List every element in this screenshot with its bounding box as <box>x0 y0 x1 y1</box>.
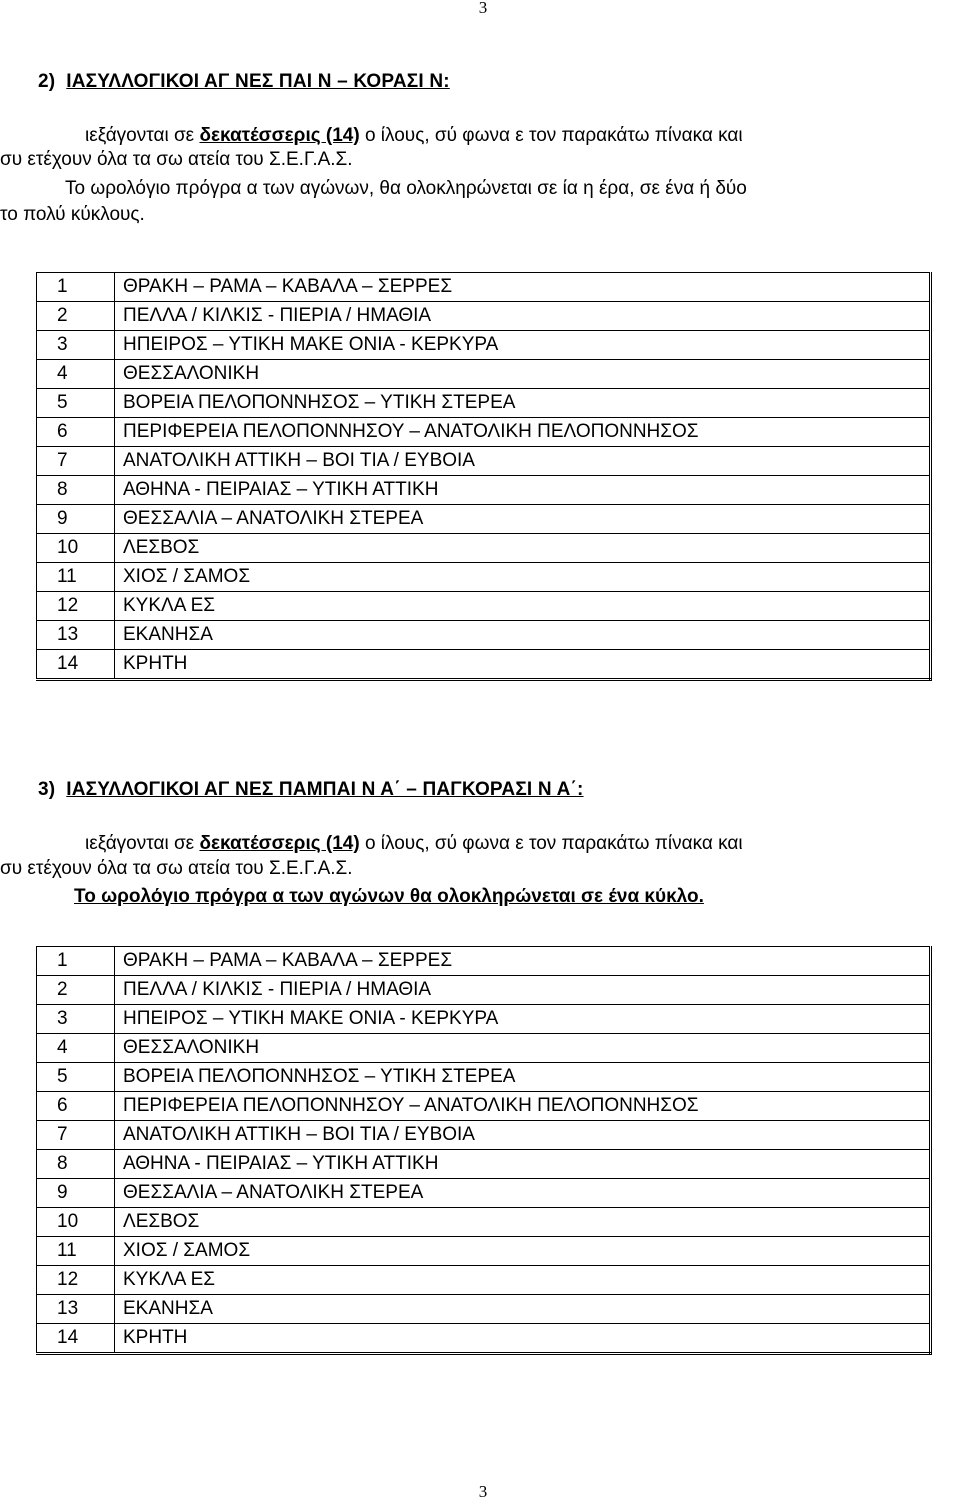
region-number: 5 <box>37 389 115 418</box>
region-name: ΧΙΟΣ / ΣΑΜΟΣ <box>115 1237 931 1266</box>
section-2-paragraph-1-line-2: συ ετέχουν όλα τα σω ατεία του Σ.Ε.Γ.Α.Σ. <box>0 149 353 170</box>
region-number: 5 <box>37 1063 115 1092</box>
region-name: ΑΝΑΤΟΛΙΚΗ ΑΤΤΙΚΗ – ΒΟΙ ΤΙΑ / ΕΥΒΟΙΑ <box>115 1121 931 1150</box>
region-row <box>37 1237 931 1266</box>
section-3-paragraph-1 <box>85 832 743 856</box>
region-row <box>37 1324 931 1354</box>
region-row <box>37 1063 931 1092</box>
region-number: 9 <box>37 1179 115 1208</box>
region-name: ΠΕΛΛΑ / ΚΙΛΚΙΣ - ΠΙΕΡΙΑ / ΗΜΑΘΙΑ <box>115 976 931 1005</box>
region-number: 3 <box>37 331 115 360</box>
region-row <box>37 1208 931 1237</box>
region-name: ΗΠΕΙΡΟΣ – ΥΤΙΚΗ ΜΑΚΕ ΟΝΙΑ - ΚΕΡΚΥΡΑ <box>115 331 931 360</box>
region-row <box>37 360 931 389</box>
region-row <box>37 1005 931 1034</box>
region-number: 12 <box>37 1266 115 1295</box>
region-number: 11 <box>37 1237 115 1266</box>
region-name: ΑΘΗΝΑ - ΠΕΙΡΑΙΑΣ – ΥΤΙΚΗ ΑΤΤΙΚΗ <box>115 476 931 505</box>
region-name: ΛΕΣΒΟΣ <box>115 534 931 563</box>
region-number: 8 <box>37 1150 115 1179</box>
region-row <box>37 592 931 621</box>
region-row <box>37 1092 931 1121</box>
region-row <box>37 418 931 447</box>
regions-table-2 <box>36 946 932 1355</box>
region-name: ΧΙΟΣ / ΣΑΜΟΣ <box>115 563 931 592</box>
region-name: ΕΚΑΝΗΣΑ <box>115 621 931 650</box>
region-number: 14 <box>37 1324 115 1354</box>
region-row <box>37 1121 931 1150</box>
region-name: ΒΟΡΕΙΑ ΠΕΛΟΠΟΝΝΗΣΟΣ – ΥΤΙΚΗ ΣΤΕΡΕΑ <box>115 389 931 418</box>
region-row <box>37 534 931 563</box>
region-name: ΑΘΗΝΑ - ΠΕΙΡΑΙΑΣ – ΥΤΙΚΗ ΑΤΤΙΚΗ <box>115 1150 931 1179</box>
region-row <box>37 1295 931 1324</box>
region-row <box>37 389 931 418</box>
region-row <box>37 476 931 505</box>
region-number: 13 <box>37 621 115 650</box>
region-number: 3 <box>37 1005 115 1034</box>
region-number: 10 <box>37 534 115 563</box>
section-2-paragraph-1 <box>85 124 743 148</box>
region-number: 6 <box>37 1092 115 1121</box>
text-run: ιεξάγονται σε <box>85 833 200 854</box>
region-row <box>37 621 931 650</box>
text-run: ιεξάγονται σε <box>85 125 200 146</box>
region-number: 1 <box>37 947 115 976</box>
regions-table-1 <box>36 272 932 681</box>
region-row <box>37 447 931 476</box>
region-row <box>37 1179 931 1208</box>
bold-count: δεκατέσσερις (14) <box>199 125 360 146</box>
region-name: ΒΟΡΕΙΑ ΠΕΛΟΠΟΝΝΗΣΟΣ – ΥΤΙΚΗ ΣΤΕΡΕΑ <box>115 1063 931 1092</box>
region-number: 8 <box>37 476 115 505</box>
region-name: ΛΕΣΒΟΣ <box>115 1208 931 1237</box>
region-number: 1 <box>37 273 115 302</box>
region-name: ΘΕΣΣΑΛΙΑ – ΑΝΑΤΟΛΙΚΗ ΣΤΕΡΕΑ <box>115 505 931 534</box>
region-number: 4 <box>37 1034 115 1063</box>
section-2-title: ΙΑΣΥΛΛΟΓΙΚΟΙ ΑΓ ΝΕΣ ΠΑΙ Ν – ΚΟΡΑΣΙ Ν: <box>66 71 450 92</box>
region-number: 2 <box>37 302 115 331</box>
region-name: ΚΥΚΛΑ ΕΣ <box>115 592 931 621</box>
region-name: ΚΡΗΤΗ <box>115 650 931 680</box>
region-row <box>37 947 931 976</box>
region-number: 14 <box>37 650 115 680</box>
section-2-heading <box>38 70 450 94</box>
region-name: ΘΕΣΣΑΛΟΝΙΚΗ <box>115 360 931 389</box>
region-name: ΠΕΡΙΦΕΡΕΙΑ ΠΕΛΟΠΟΝΝΗΣΟΥ – ΑΝΑΤΟΛΙΚΗ ΠΕΛΟΠΟΝΝΗΣΟΣ <box>115 1092 931 1121</box>
text-run: ο ίλους, σύ φωνα ε τον παρακάτω πίνακα και <box>359 833 743 854</box>
region-row <box>37 1034 931 1063</box>
section-3-heading <box>38 778 584 802</box>
region-row <box>37 1266 931 1295</box>
region-number: 9 <box>37 505 115 534</box>
region-name: ΘΕΣΣΑΛΙΑ – ΑΝΑΤΟΛΙΚΗ ΣΤΕΡΕΑ <box>115 1179 931 1208</box>
region-number: 6 <box>37 418 115 447</box>
region-name: ΠΕΡΙΦΕΡΕΙΑ ΠΕΛΟΠΟΝΝΗΣΟΥ – ΑΝΑΤΟΛΙΚΗ ΠΕΛΟΠΟΝΝΗΣΟΣ <box>115 418 931 447</box>
region-name: ΗΠΕΙΡΟΣ – ΥΤΙΚΗ ΜΑΚΕ ΟΝΙΑ - ΚΕΡΚΥΡΑ <box>115 1005 931 1034</box>
page-number-top: 3 <box>478 0 488 17</box>
region-row <box>37 273 931 302</box>
region-row <box>37 302 931 331</box>
region-name: ΚΡΗΤΗ <box>115 1324 931 1354</box>
region-number: 10 <box>37 1208 115 1237</box>
bold-count: δεκατέσσερις (14) <box>199 833 360 854</box>
region-row <box>37 976 931 1005</box>
region-number: 2 <box>37 976 115 1005</box>
region-name: ΘΡΑΚΗ – ΡΑΜΑ – ΚΑΒΑΛΑ – ΣΕΡΡΕΣ <box>115 273 931 302</box>
page-number-bottom: 3 <box>478 1482 488 1501</box>
region-name: ΠΕΛΛΑ / ΚΙΛΚΙΣ - ΠΙΕΡΙΑ / ΗΜΑΘΙΑ <box>115 302 931 331</box>
region-row <box>37 505 931 534</box>
section-2-paragraph-2-line-2: το πολύ κύκλους. <box>0 204 145 225</box>
region-name: ΘΡΑΚΗ – ΡΑΜΑ – ΚΑΒΑΛΑ – ΣΕΡΡΕΣ <box>115 947 931 976</box>
region-row <box>37 650 931 680</box>
region-number: 13 <box>37 1295 115 1324</box>
region-name: ΚΥΚΛΑ ΕΣ <box>115 1266 931 1295</box>
region-row <box>37 331 931 360</box>
section-3-paragraph-1-line-2: συ ετέχουν όλα τα σω ατεία του Σ.Ε.Γ.Α.Σ. <box>0 858 353 879</box>
region-number: 4 <box>37 360 115 389</box>
region-row <box>37 1150 931 1179</box>
region-name: ΕΚΑΝΗΣΑ <box>115 1295 931 1324</box>
section-3-number: 3) <box>38 779 56 800</box>
section-3-paragraph-2: Το ωρολόγιο πρόγρα α των αγώνων θα ολοκληρώνεται σε ένα κύκλο. <box>74 886 704 907</box>
region-number: 7 <box>37 1121 115 1150</box>
region-number: 7 <box>37 447 115 476</box>
section-2-paragraph-2: Το ωρολόγιο πρόγρα α των αγώνων, θα ολοκληρώνεται σε ία η έρα, σε ένα ή δύο <box>65 178 747 199</box>
section-3-title: ΙΑΣΥΛΛΟΓΙΚΟΙ ΑΓ ΝΕΣ ΠΑΜΠΑΙ Ν Α΄ – ΠΑΓΚΟΡΑΣΙ Ν Α΄: <box>66 779 584 800</box>
section-2-number: 2) <box>38 71 56 92</box>
region-row <box>37 563 931 592</box>
region-name: ΘΕΣΣΑΛΟΝΙΚΗ <box>115 1034 931 1063</box>
text-run: ο ίλους, σύ φωνα ε τον παρακάτω πίνακα και <box>359 125 743 146</box>
region-number: 11 <box>37 563 115 592</box>
region-name: ΑΝΑΤΟΛΙΚΗ ΑΤΤΙΚΗ – ΒΟΙ ΤΙΑ / ΕΥΒΟΙΑ <box>115 447 931 476</box>
region-number: 12 <box>37 592 115 621</box>
